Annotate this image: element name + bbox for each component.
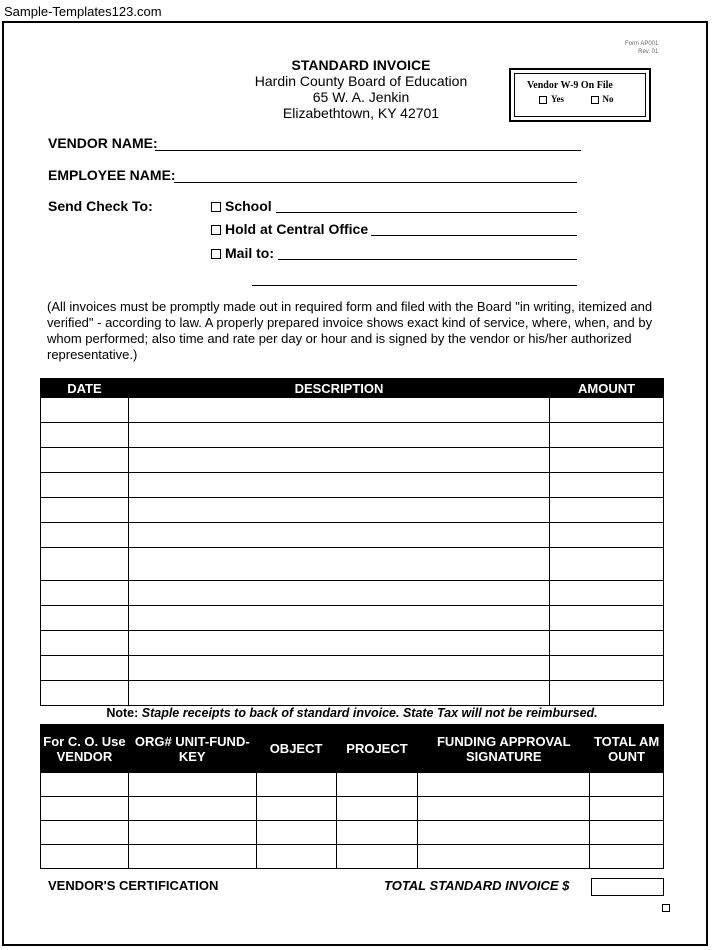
org-name: Hardin County Board of Education xyxy=(254,73,468,89)
vendor-name-field[interactable] xyxy=(155,150,581,151)
amount-cell[interactable] xyxy=(550,631,664,656)
co-vendor-cell[interactable] xyxy=(41,797,129,821)
total-amount-cell[interactable] xyxy=(590,797,664,821)
employee-name-label: EMPLOYEE NAME: xyxy=(48,167,176,183)
object-cell[interactable] xyxy=(256,773,336,797)
total-amount-header: TOTAL AMOUNT xyxy=(590,725,664,773)
w9-yes-checkbox[interactable] xyxy=(539,96,547,104)
object-cell[interactable] xyxy=(256,797,336,821)
school-checkbox[interactable] xyxy=(211,202,221,212)
description-cell[interactable] xyxy=(128,473,549,498)
object-cell[interactable] xyxy=(256,821,336,845)
date-cell[interactable] xyxy=(41,523,129,548)
amount-cell[interactable] xyxy=(550,498,664,523)
date-cell[interactable] xyxy=(41,656,129,681)
amount-cell[interactable] xyxy=(550,398,664,423)
co-vendor-cell[interactable] xyxy=(41,845,129,869)
project-cell[interactable] xyxy=(336,845,418,869)
object-cell[interactable] xyxy=(256,845,336,869)
amount-cell[interactable] xyxy=(550,656,664,681)
amount-cell[interactable] xyxy=(550,548,664,581)
mail-field-line2[interactable] xyxy=(252,285,577,286)
total-amount-cell[interactable] xyxy=(590,845,664,869)
items-row xyxy=(41,656,664,681)
mail-option xyxy=(211,245,274,261)
amount-header: AMOUNT xyxy=(550,379,664,398)
description-cell[interactable] xyxy=(128,423,549,448)
org-unit-cell[interactable] xyxy=(128,773,256,797)
items-row xyxy=(41,448,664,473)
org-unit-cell[interactable] xyxy=(128,845,256,869)
description-cell[interactable] xyxy=(128,448,549,473)
amount-cell[interactable] xyxy=(550,423,664,448)
employee-name-field[interactable] xyxy=(174,182,577,183)
watermark: Sample-Templates123.com xyxy=(4,4,162,19)
form-number xyxy=(625,40,658,56)
description-cell[interactable] xyxy=(128,548,549,581)
date-cell[interactable] xyxy=(41,473,129,498)
vendor-certification: VENDOR'S CERTIFICATION xyxy=(48,878,219,893)
school-option xyxy=(211,198,272,214)
funding-approval-cell[interactable] xyxy=(418,821,590,845)
co-vendor-cell[interactable] xyxy=(41,821,129,845)
items-row xyxy=(41,473,664,498)
total-amount-cell[interactable] xyxy=(590,821,664,845)
w9-box xyxy=(509,68,651,122)
hold-label: Hold at Central Office xyxy=(225,221,369,237)
org-unit-header: ORG# UNIT-FUND-KEY xyxy=(128,725,256,773)
items-row xyxy=(41,606,664,631)
hold-field[interactable] xyxy=(371,235,577,236)
w9-title: Vendor W-9 On File xyxy=(527,80,613,91)
items-row xyxy=(41,631,664,656)
items-row xyxy=(41,498,664,523)
co-row xyxy=(41,797,664,821)
date-cell[interactable] xyxy=(41,681,129,706)
description-cell[interactable] xyxy=(128,606,549,631)
description-cell[interactable] xyxy=(128,523,549,548)
mail-checkbox[interactable] xyxy=(211,249,221,259)
org-unit-cell[interactable] xyxy=(128,797,256,821)
funding-approval-cell[interactable] xyxy=(418,773,590,797)
co-vendor-header: For C. O. Use VENDOR xyxy=(41,725,129,773)
invoice-title: STANDARD INVOICE xyxy=(291,57,431,73)
items-row xyxy=(41,523,664,548)
corner-checkbox xyxy=(662,904,670,912)
items-row xyxy=(41,398,664,423)
funding-approval-cell[interactable] xyxy=(418,845,590,869)
invoice-header xyxy=(220,57,502,121)
org-unit-cell[interactable] xyxy=(128,821,256,845)
address-line1: 65 W. A. Jenkin xyxy=(312,89,410,105)
co-row xyxy=(41,845,664,869)
form-number-line2: Rev. 01 xyxy=(638,49,659,55)
date-cell[interactable] xyxy=(41,581,129,606)
funding-approval-header: FUNDING APPROVAL SIGNATURE xyxy=(418,725,590,773)
co-table xyxy=(40,724,664,869)
form-number-line1: Form AP001 xyxy=(625,41,659,47)
object-header: OBJECT xyxy=(256,725,336,773)
items-header-row xyxy=(41,379,664,398)
date-cell[interactable] xyxy=(41,423,129,448)
items-row xyxy=(41,681,664,706)
project-cell[interactable] xyxy=(336,821,418,845)
address-line2: Elizabethtown, KY 42701 xyxy=(282,105,440,121)
co-row xyxy=(41,773,664,797)
school-label: School xyxy=(225,198,272,214)
date-cell[interactable] xyxy=(41,448,129,473)
note-label: Note: xyxy=(106,706,139,720)
hold-option xyxy=(211,221,368,237)
amount-cell[interactable] xyxy=(550,448,664,473)
co-row xyxy=(41,821,664,845)
send-check-label: Send Check To: xyxy=(48,198,153,214)
amount-cell[interactable] xyxy=(550,581,664,606)
description-cell[interactable] xyxy=(128,681,549,706)
funding-approval-cell[interactable] xyxy=(418,797,590,821)
items-row xyxy=(41,423,664,448)
total-amount-cell[interactable] xyxy=(590,773,664,797)
vendor-name-label: VENDOR NAME: xyxy=(48,135,158,151)
project-cell[interactable] xyxy=(336,797,418,821)
w9-no-label: No xyxy=(602,94,614,104)
date-cell[interactable] xyxy=(41,631,129,656)
w9-no-checkbox[interactable] xyxy=(591,96,599,104)
description-cell[interactable] xyxy=(128,398,549,423)
note xyxy=(40,706,664,720)
co-vendor-cell[interactable] xyxy=(41,773,129,797)
amount-cell[interactable] xyxy=(550,606,664,631)
description-header: DESCRIPTION xyxy=(128,379,549,398)
date-cell[interactable] xyxy=(41,606,129,631)
amount-cell[interactable] xyxy=(550,473,664,498)
description-cell[interactable] xyxy=(128,656,549,681)
date-cell[interactable] xyxy=(41,548,129,581)
w9-yes-label: Yes xyxy=(551,94,564,104)
school-field[interactable] xyxy=(276,212,577,213)
project-header: PROJECT xyxy=(336,725,418,773)
co-header-row xyxy=(41,725,664,773)
date-cell[interactable] xyxy=(41,398,129,423)
note-text: Staple receipts to back of standard invoice. State Tax will not be reimbursed. xyxy=(141,706,598,720)
description-cell[interactable] xyxy=(128,581,549,606)
mail-field-line1[interactable] xyxy=(278,259,577,260)
mail-label: Mail to: xyxy=(225,245,274,261)
amount-cell[interactable] xyxy=(550,523,664,548)
amount-cell[interactable] xyxy=(550,681,664,706)
date-header: DATE xyxy=(41,379,129,398)
project-cell[interactable] xyxy=(336,773,418,797)
hold-checkbox[interactable] xyxy=(211,225,221,235)
total-invoice-field[interactable] xyxy=(591,878,664,896)
items-row xyxy=(41,581,664,606)
description-cell[interactable] xyxy=(128,498,549,523)
description-cell[interactable] xyxy=(128,631,549,656)
disclaimer-text: (All invoices must be promptly made out in required form and filed with the Board "in writing, itemized and verified" - according to law. A properly prepared invoice shows exact kind of service, where, when, and by whom performed; also time and rate per day or hour and is signed by the vendor or his/her authorized representative.) xyxy=(47,299,653,362)
date-cell[interactable] xyxy=(41,498,129,523)
items-table xyxy=(40,378,664,706)
total-invoice-label: TOTAL STANDARD INVOICE $ xyxy=(384,878,570,893)
items-row xyxy=(41,548,664,581)
